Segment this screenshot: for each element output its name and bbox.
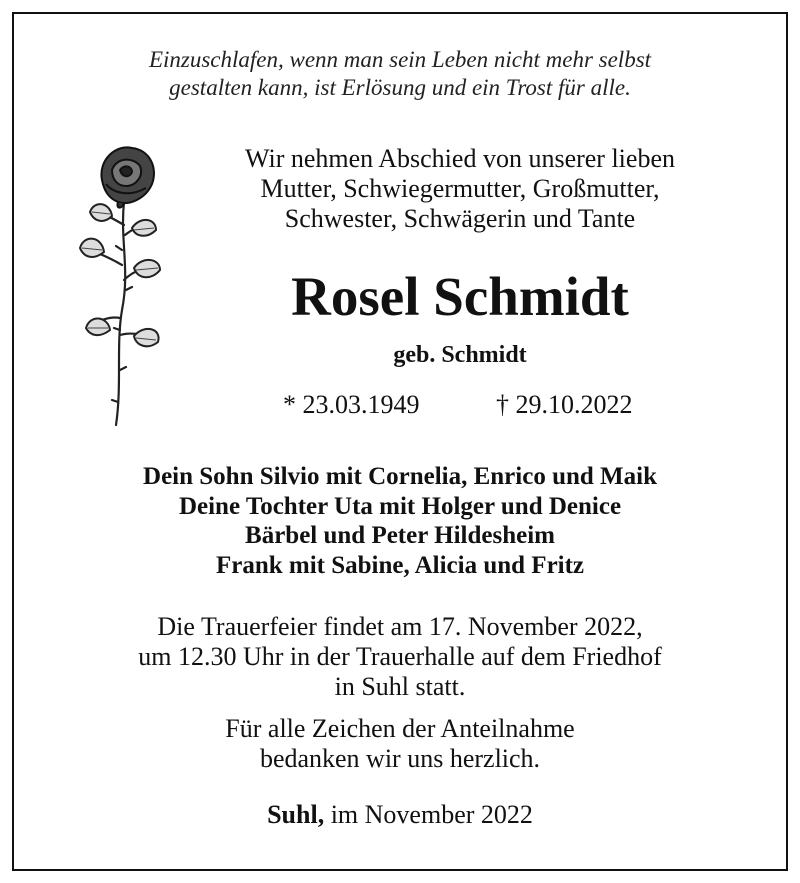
intro-line: Wir nehmen Abschied von unserer lieben bbox=[245, 144, 675, 173]
closing-place: Suhl, bbox=[267, 800, 325, 829]
funeral-service-info bbox=[0, 612, 800, 702]
farewell-intro bbox=[180, 144, 740, 234]
thanks-note bbox=[0, 714, 800, 774]
service-line: um 12.30 Uhr in der Trauerhalle auf dem Friedhof bbox=[138, 642, 662, 671]
mourner-line: Deine Tochter Uta mit Holger und Denice bbox=[178, 492, 622, 520]
motto-quote bbox=[0, 46, 800, 102]
rose-icon bbox=[72, 140, 172, 432]
service-line: in Suhl statt. bbox=[334, 672, 466, 701]
motto-line: Einzuschlafen, wenn man sein Leben nicht mehr selbst bbox=[148, 47, 652, 72]
intro-line: Mutter, Schwiegermutter, Großmutter, bbox=[260, 174, 660, 203]
deceased-name: Rosel Schmidt bbox=[291, 266, 629, 327]
mourner-line: Bärbel und Peter Hildesheim bbox=[245, 522, 555, 549]
service-line: Die Trauerfeier findet am 17. November 2022, bbox=[157, 612, 643, 641]
mourner-line: Dein Sohn Silvio mit Cornelia, Enrico und Maik bbox=[143, 463, 657, 490]
thanks-line: Für alle Zeichen der Anteilnahme bbox=[225, 714, 575, 743]
mourner-line: Frank mit Sabine, Alicia und Fritz bbox=[215, 551, 585, 579]
intro-line: Schwester, Schwägerin und Tante bbox=[284, 204, 636, 233]
closing-line bbox=[0, 800, 800, 830]
closing-date: im November 2022 bbox=[330, 800, 533, 829]
death-date: † 29.10.2022 bbox=[496, 390, 633, 419]
thanks-line: bedanken wir uns herzlich. bbox=[259, 744, 541, 773]
motto-line: gestalten kann, ist Erlösung und ein Trost für alle. bbox=[169, 75, 631, 100]
birth-date: * 23.03.1949 bbox=[283, 390, 420, 419]
birth-name: geb. Schmidt bbox=[393, 342, 527, 368]
mourners-list bbox=[0, 462, 800, 580]
